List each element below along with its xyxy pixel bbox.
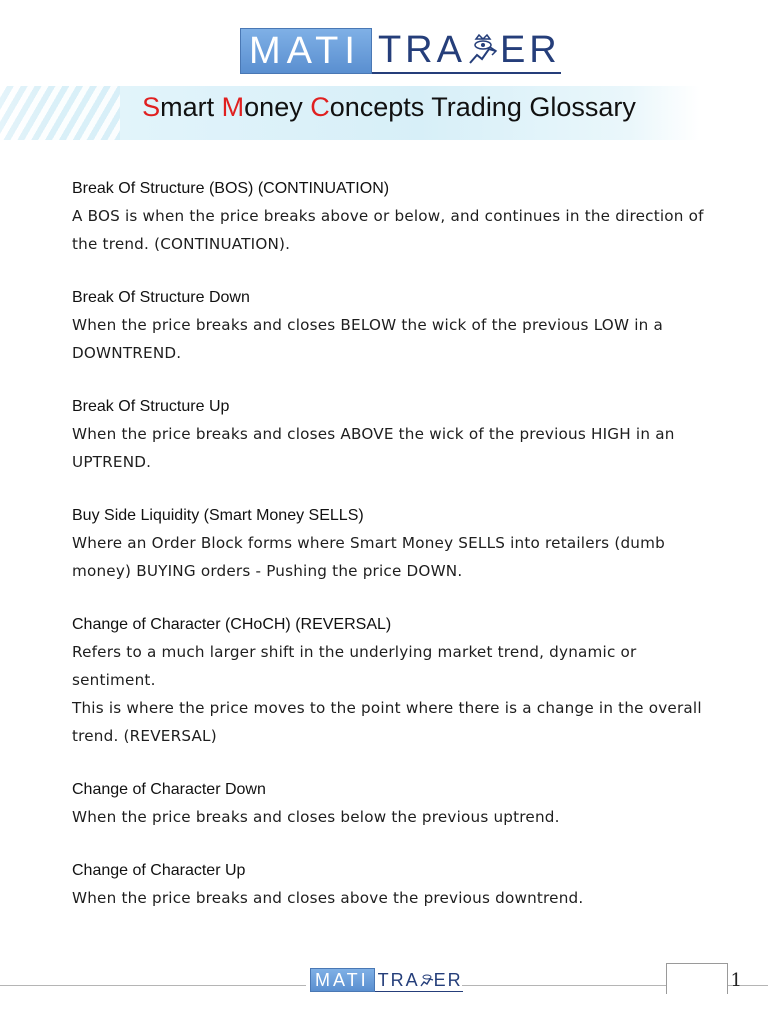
glossary-term: Change of Character Up bbox=[72, 862, 246, 879]
page-number-box bbox=[666, 963, 728, 994]
header-logo bbox=[240, 28, 561, 74]
footer-logo bbox=[310, 968, 463, 992]
crown-eye-chart-icon bbox=[468, 33, 498, 67]
glossary-definition: A BOS is when the price breaks above or below, and continues in the direction of the trend. (CONTINUATION). bbox=[72, 207, 704, 253]
footer-logo-wordmark bbox=[375, 968, 463, 992]
logo-text-after: ER bbox=[499, 29, 561, 71]
glossary-term: Change of Character (CHoCH) (REVERSAL) bbox=[72, 616, 392, 633]
glossary-term: Buy Side Liquidity (Smart Money SELLS) bbox=[72, 507, 364, 524]
glossary-definition: Where an Order Block forms where Smart Money SELLS into retailers (dumb money) BUYING orders - Pushing the price DOWN. bbox=[72, 534, 665, 580]
glossary-term: Break Of Structure Down bbox=[72, 289, 250, 306]
glossary-definition: When the price breaks and closes below the previous uptrend. bbox=[72, 808, 560, 826]
footer-chart-icon bbox=[420, 972, 434, 988]
glossary-entry bbox=[72, 176, 712, 258]
page-title bbox=[0, 92, 768, 123]
footer-logo-box: MATI bbox=[310, 968, 375, 992]
footer-logo-text-after: ER bbox=[433, 969, 463, 990]
glossary-entry bbox=[72, 777, 712, 831]
logo-box-text: MATI bbox=[240, 28, 372, 74]
glossary-definition: This is where the price moves to the point where there is a change in the overall trend. (REVERSAL) bbox=[72, 699, 702, 745]
title-initial: S bbox=[142, 92, 161, 122]
page-number: 1 bbox=[730, 970, 742, 991]
footer-logo-text-before: TRA bbox=[377, 969, 420, 990]
glossary-entry bbox=[72, 612, 712, 750]
title-initial: M bbox=[221, 92, 245, 122]
glossary-entry bbox=[72, 858, 712, 912]
glossary-entry bbox=[72, 285, 712, 367]
glossary-definition: When the price breaks and closes BELOW the wick of the previous LOW in a DOWNTREND. bbox=[72, 316, 663, 362]
glossary-term: Break Of Structure (BOS) (CONTINUATION) bbox=[72, 180, 390, 197]
glossary-definition: When the price breaks and closes above the previous downtrend. bbox=[72, 889, 584, 907]
title-text: oney bbox=[244, 92, 311, 122]
logo-wordmark bbox=[372, 28, 561, 74]
glossary-term: Break Of Structure Up bbox=[72, 398, 230, 415]
title-text: mart bbox=[160, 92, 222, 122]
title-initial: C bbox=[310, 92, 330, 122]
glossary-list bbox=[72, 176, 712, 939]
footer-divider-left bbox=[0, 985, 306, 986]
glossary-entry bbox=[72, 503, 712, 585]
glossary-definition: Refers to a much larger shift in the underlying market trend, dynamic or sentiment. bbox=[72, 643, 637, 689]
glossary-entry bbox=[72, 394, 712, 476]
title-text: oncepts Trading Glossary bbox=[329, 92, 636, 122]
glossary-definition: When the price breaks and closes ABOVE the wick of the previous HIGH in an UPTREND. bbox=[72, 425, 675, 471]
glossary-term: Change of Character Down bbox=[72, 781, 266, 798]
logo-text-before: TRA bbox=[377, 29, 466, 71]
